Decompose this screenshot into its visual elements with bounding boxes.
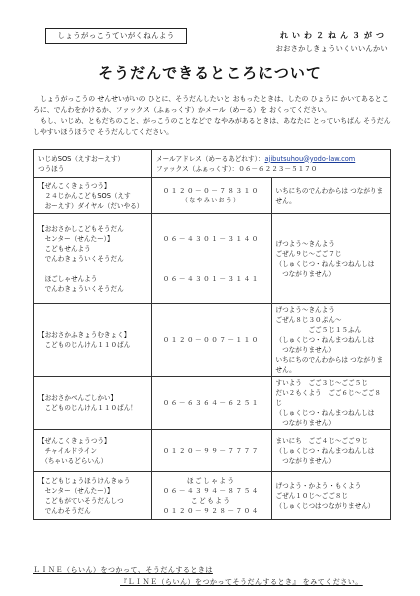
table-row	[34, 214, 391, 304]
email-link[interactable]: ajibutsuhou@yodo-law.com	[264, 154, 356, 163]
consultation-table	[33, 149, 391, 520]
org-name: 【ぜんこくきょうつう】 チャイルドライン （ちゃいるどらいん）	[34, 430, 152, 472]
org-name: 【ぜんこくきょうつう】 ２４じかんこどもSOS（えす おーえす）ダイヤル（だいやる）	[34, 178, 152, 214]
intro-text	[33, 94, 391, 138]
issue-date: れいわ２ねん３がつ	[280, 31, 388, 40]
org-name: 【おおさかしこどもそうだん センター（せんたー）】 こどもせんよう でんわきょういくそうだん ほごしゃせんよう でんわきょういくそうだん	[34, 214, 152, 304]
page-title: そうだんできるところについて	[98, 64, 322, 82]
intro-paragraph-1: しょうがっこうの せんせいがいの ひとに、そうだんしたいと おもったときは、したの ひょうに かいてあるところに、でんわをかけるか、ファックス（ふぁっくす）かメール（めーる）を おくってください。	[33, 95, 389, 114]
phone-number[interactable]: ０１２０－００７－１１０	[152, 304, 272, 377]
table-row	[34, 377, 391, 430]
email-label: メールアドレス（めーるあどれす）：	[156, 154, 265, 163]
phone-number	[152, 178, 272, 214]
org-name: 【おおさかべんごしかい】 こどものじんけん１１０ばん！	[34, 377, 152, 430]
table-row	[34, 430, 391, 472]
table-row	[34, 304, 391, 377]
sos-report-label: いじめSOS（えすおーえす） つうほう	[34, 150, 152, 178]
hours-info: げつよう・かよう・もくよう ごぜん１０じ～ごご８じ （しゅくじつはつながりません）	[271, 472, 391, 520]
hours-info: まいにち ごご４じ～ごご９じ （しゅくじつ・ねんまつねんしは つながりません）	[271, 430, 391, 472]
issuer: おおさかしきょういくいいんかい	[275, 44, 388, 53]
hours-info: すいよう ごご３じ～ごご５じ だい２もくよう ごご６じ～ごご８じ （しゅくじつ・ねんまつねんしは つながりません）	[271, 377, 391, 430]
line-consult-note: ＬＩＮＥ（らいん）をつかって、そうだんするときは	[33, 566, 213, 574]
table-row	[34, 178, 391, 214]
table-header-row	[34, 150, 391, 178]
line-consult-reference: 『ＬＩＮＥ（らいん）をつかってそうだんするとき』 をみてください。	[120, 578, 363, 586]
sos-contact-cell	[152, 150, 391, 178]
hours-info: いちにちのでんわからは つながりません。	[271, 178, 391, 214]
org-name: 【おおさかふきょうむきょく】 こどものじんけん１１０ばん	[34, 304, 152, 377]
phone-number-text[interactable]: ０１２０－０－７８３１０	[162, 186, 260, 195]
phone-number[interactable]: ほごしゃよう ０６－４３９４－８７５４ こどもよう ０１２０－９２８－７０４	[152, 472, 272, 520]
intro-paragraph-2: もし、いじめ、ともだちのこと、がっこうのことなどで なやみがあるときは、あなたに とっていちばん そうだんしやすいほうほうで そうだんしてください。	[33, 117, 391, 136]
phone-number[interactable]: ０６－６３６４－６２５１	[152, 377, 272, 430]
hours-info: げつよう～きんよう ごぜん９じ～ごご７じ （しゅくじつ・ねんまつねんしは つながりません）	[271, 214, 391, 304]
fax-number: ファックス（ふぁっくす）：０６－６２２３－５１７０	[156, 164, 318, 173]
org-name: 【こどもじょうほうけんきゅう センター（せんたー）】 こどもがていそうだんしつ でんわそうだん	[34, 472, 152, 520]
phone-note: （なやみいおう）	[182, 197, 241, 204]
audience-tag: しょうがっこうていがくねんよう	[45, 28, 187, 44]
phone-number[interactable]: ０６－４３０１－３１４０ ０６－４３０１－３１４１	[152, 214, 272, 304]
table-row	[34, 472, 391, 520]
hours-info: げつよう～きんよう ごぜん８じ３０ぷん～ ごご５じ１５ふん （しゅくじつ・ねんまつねんしは つながりません） いちにちのでんわからは つながりません。	[271, 304, 391, 377]
phone-number[interactable]: ０１２０－９９－７７７７	[152, 430, 272, 472]
